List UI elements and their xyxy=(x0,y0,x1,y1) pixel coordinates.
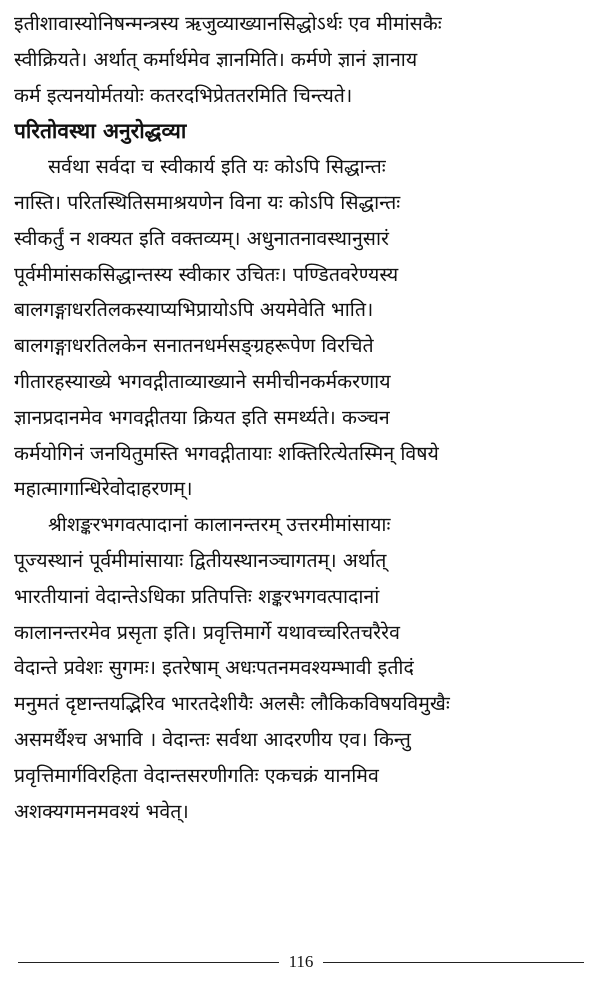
text-line: भारतीयानां वेदान्तेऽधिका प्रतिपत्तिः शङ्करभगवत्पादानां xyxy=(14,584,380,608)
text-line: बालगङ्गाधरतिलकस्याप्यभिप्रायोऽपि अयमेवेति भाति। xyxy=(14,298,374,322)
text-line: वेदान्ते प्रवेशः सुगमः। इतरेषाम् अधःपतनमवश्यम्भावी इतीदं xyxy=(14,656,414,680)
text-line: असमर्थैश्च अभावि । वेदान्तः सर्वथा आदरणीय एव। किन्तु xyxy=(14,727,411,751)
footer-rule-left xyxy=(18,962,279,963)
text-line: बालगङ्गाधरतिलकेन सनातनधर्मसङ्ग्रहरूपेण विरचिते xyxy=(14,334,374,358)
section-heading: परितोवस्था अनुरोद्धव्या xyxy=(14,118,187,144)
footer-rule-right xyxy=(323,962,584,963)
paragraph-first-line: श्रीशङ्करभगवत्पादानां कालानन्तरम् उत्तरमीमांसायाः xyxy=(48,513,391,537)
text-line: पूज्यस्थानं पूर्वमीमांसायाः द्वितीयस्थानञ्चागतम्। अर्थात् xyxy=(14,548,387,572)
text-line: कर्मयोगिनं जनयितुमस्ति भगवद्गीतायाः शक्तिरित्येतस्मिन् विषये xyxy=(14,441,439,465)
text-line: स्वीक्रियते। अर्थात् कर्मार्थमेव ज्ञानमिति। कर्मणे ज्ञानं ज्ञानाय xyxy=(14,47,418,71)
text-line: नास्ति। परितस्थितिसमाश्रयणेन विना यः कोऽपि सिद्धान्तः xyxy=(14,190,401,214)
text-line: ज्ञानप्रदानमेव भगवद्गीतया क्रियत इति समर्थ्यते। कञ्चन xyxy=(14,405,390,429)
page-text xyxy=(14,6,588,829)
paragraph-first-line: सर्वथा सर्वदा च स्वीकार्य इति यः कोऽपि सिद्धान्तः xyxy=(48,155,386,179)
text-line: स्वीकर्तुं न शक्यत इति वक्तव्यम्। अधुनातनावस्थानुसारं xyxy=(14,226,390,250)
page-footer xyxy=(18,950,584,974)
text-line: इतीशावास्योनिषन्मन्त्रस्य ऋजुव्याख्यानसिद्धोऽर्थः एव मीमांसकैः xyxy=(14,12,442,35)
text-line: महात्मागान्धिरेवोदाहरणम्। xyxy=(14,477,193,501)
text-line: प्रवृत्तिमार्गविरहिता वेदान्तसरणीगतिः एकचक्रं यानमिव xyxy=(14,763,379,787)
text-line: अशक्यगमनमवश्यं भवेत्। xyxy=(14,799,189,823)
text-line: कालानन्तरमेव प्रसृता इति। प्रवृत्तिमार्गे यथावच्चरितचरैरेव xyxy=(14,620,400,644)
text-line: मनुमतं दृष्टान्तयद्भिरिव भारतदेशीयैः अलसैः लौकिकविषयविमुखैः xyxy=(14,692,450,716)
page-number: 116 xyxy=(288,952,314,971)
text-line: कर्म इत्यनयोर्मतयोः कतरदभिप्रेततरमिति चिन्त्यते। xyxy=(14,83,353,107)
text-line: पूर्वमीमांसकसिद्धान्तस्य स्वीकार उचितः। पण्डितवरेण्यस्य xyxy=(14,262,399,286)
text-line: गीतारहस्याख्ये भगवद्गीताव्याख्याने समीचीनकर्मकरणाय xyxy=(14,369,391,393)
